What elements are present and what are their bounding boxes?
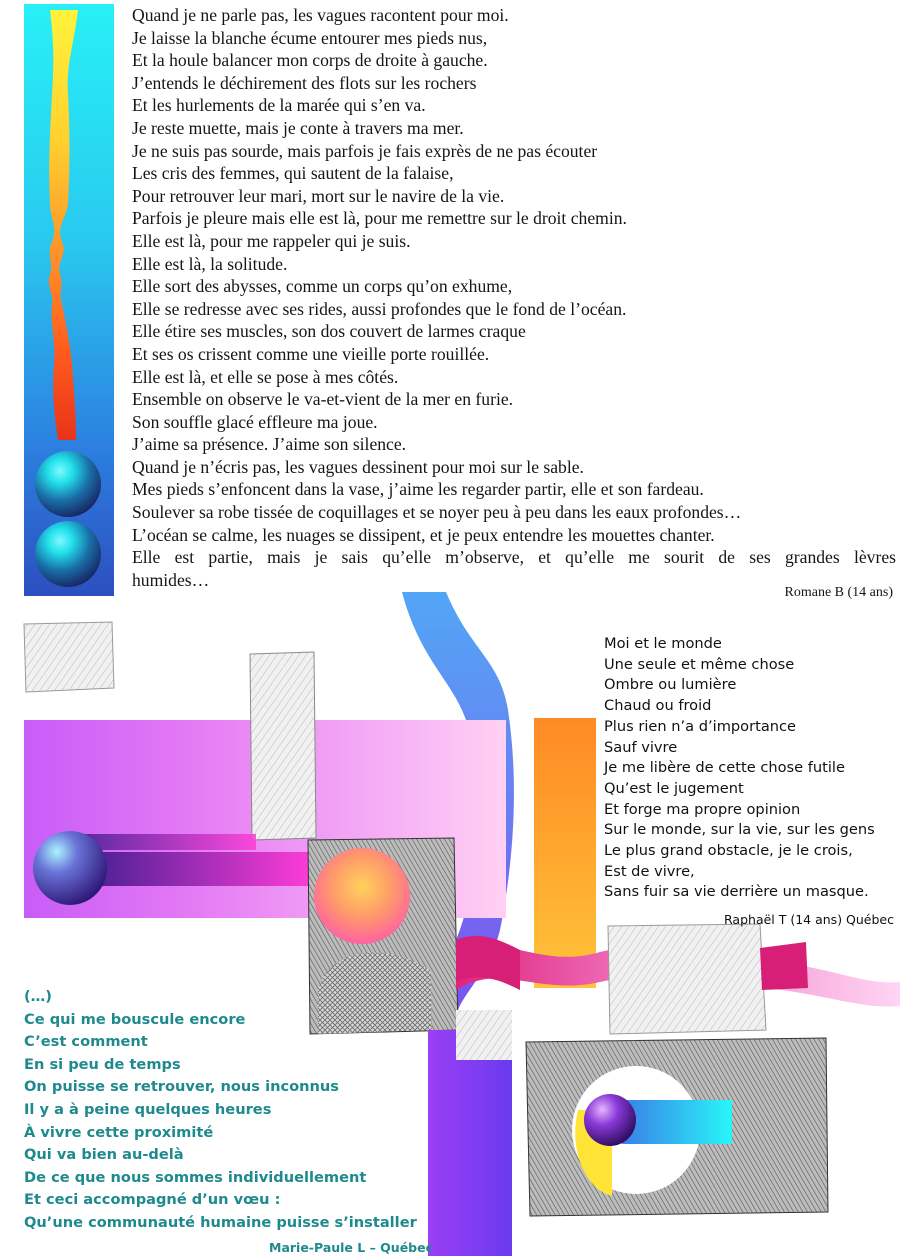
- poem-romane: [132, 4, 896, 591]
- poem-line: Parfois je pleure mais elle est là, pour me remettre sur le droit chemin.: [132, 208, 627, 229]
- poem-line: Son souffle glacé effleure ma joue.: [132, 411, 378, 432]
- author-raphael: Raphaël T (14 ans) Québec: [724, 912, 894, 927]
- orange-bar: [534, 718, 596, 988]
- poem-line: Elle est partie, mais je sais qu’elle m’observe, et qu’elle me sourit de ses grandes lèvres: [132, 547, 896, 568]
- cyan-trail: [622, 1100, 732, 1144]
- poem-line: L’océan se calme, les nuages se dissipent, et je peux entendre les mouettes chanter.: [132, 524, 715, 545]
- poem-line: Et forge ma propre opinion: [604, 800, 801, 818]
- poem-line: Il y a à peine quelques heures: [24, 1100, 272, 1118]
- hatched-column: [250, 652, 316, 840]
- poem-line: Et les hurlements de la marée qui s’en va.: [132, 95, 426, 116]
- poem-line: Je me libère de cette chose futile: [604, 759, 845, 777]
- poem-line: Moi et le monde: [604, 635, 722, 652]
- poem-line: Quand je ne parle pas, les vagues racontent pour moi.: [132, 5, 509, 25]
- poem-line: Et ceci accompagné d’un vœu :: [24, 1191, 281, 1209]
- poem-line: Soulever sa robe tissée de coquillages et se noyer peu à peu dans les eaux profondes…: [132, 502, 742, 523]
- poem-line: À vivre cette proximité: [24, 1123, 214, 1141]
- poem-raphael: [604, 634, 904, 903]
- poem-line: Je reste muette, mais je conte à travers ma mer.: [132, 117, 464, 138]
- sun-sphere: [314, 848, 410, 944]
- hatched-cushion-right: [608, 924, 766, 1034]
- poem-line: Qui va bien au-delà: [24, 1146, 184, 1164]
- poem-line: Je laisse la blanche écume entourer mes pieds nus,: [132, 27, 488, 48]
- decorative-column: [24, 4, 114, 596]
- author-marie-paule: Marie-Paule L – Québec: [269, 1240, 434, 1255]
- sphere-trail: [72, 852, 312, 886]
- poem-line: humides…: [132, 569, 210, 590]
- blue-violet-sphere: [33, 831, 107, 905]
- poem-line: Elle se redresse avec ses rides, aussi profondes que le fond de l’océan.: [132, 298, 627, 319]
- poem-line: Elle étire ses muscles, son dos couvert de larmes craque: [132, 321, 526, 342]
- poem-line: J’aime sa présence. J’aime son silence.: [132, 434, 407, 455]
- poem-marie-paule: [24, 986, 444, 1235]
- poem-line: De ce que nous sommes individuellement: [24, 1168, 367, 1186]
- poem-line: Elle est là, la solitude.: [132, 253, 288, 274]
- poem-line: Et ses os crissent comme une vieille porte rouillée.: [132, 343, 490, 364]
- poem-line: Est de vivre,: [604, 862, 695, 880]
- poem-line: Sur le monde, sur la vie, sur les gens: [604, 821, 875, 839]
- poem-line: Et la houle balancer mon corps de droite à gauche.: [132, 50, 488, 71]
- poem-line: Ce qui me bouscule encore: [24, 1010, 246, 1028]
- poem-line: Elle est là, et elle se pose à mes côtés.: [132, 366, 399, 387]
- poem-line: Sauf vivre: [604, 738, 678, 756]
- poem-line: Je ne suis pas sourde, mais parfois je fais exprès de ne pas écouter: [132, 140, 598, 161]
- poem-line: Ombre ou lumière: [604, 676, 737, 694]
- poem-line: Pour retrouver leur mari, mort sur le navire de la vie.: [132, 185, 505, 206]
- poem-line: En si peu de temps: [24, 1055, 181, 1073]
- poem-line: Le plus grand obstacle, je le crois,: [604, 842, 853, 860]
- poem-line: Une seule et même chose: [604, 655, 795, 673]
- poem-line: Qu’une communauté humaine puisse s’installer: [24, 1213, 417, 1231]
- poem-line: J’entends le déchirement des flots sur les rochers: [132, 72, 477, 93]
- hatched-cushion: [24, 622, 114, 692]
- poem-line: Qu’est le jugement: [604, 779, 744, 797]
- poem-line: Elle est là, pour me rappeler qui je suis.: [132, 230, 411, 251]
- poem-line: Chaud ou froid: [604, 697, 712, 715]
- poem-line: Quand je n’écris pas, les vagues dessinent pour moi sur le sable.: [132, 456, 584, 477]
- poem-line: C’est comment: [24, 1033, 148, 1051]
- poem-line: On puisse se retrouver, nous inconnus: [24, 1078, 339, 1096]
- author-romane: Romane B (14 ans): [784, 585, 893, 600]
- poem-line: Plus rien n’a d’importance: [604, 717, 797, 735]
- poem-line: Mes pieds s’enfoncent dans la vase, j’aime les regarder partir, elle et son fardeau.: [132, 479, 704, 500]
- poem-line: (…): [24, 988, 52, 1005]
- totem-illustration: [24, 4, 114, 596]
- violet-sphere: [584, 1094, 636, 1146]
- poem-line: Ensemble on observe le va-et-vient de la mer en furie.: [132, 389, 514, 410]
- poem-line: Les cris des femmes, qui sautent de la falaise,: [132, 163, 454, 184]
- magenta-tab: [760, 942, 808, 990]
- poem-line: Sans fuir sa vie derrière un masque.: [604, 883, 869, 901]
- hatched-strip: [456, 1010, 512, 1060]
- poem-line: Elle sort des abysses, comme un corps qu’on exhume,: [132, 276, 513, 297]
